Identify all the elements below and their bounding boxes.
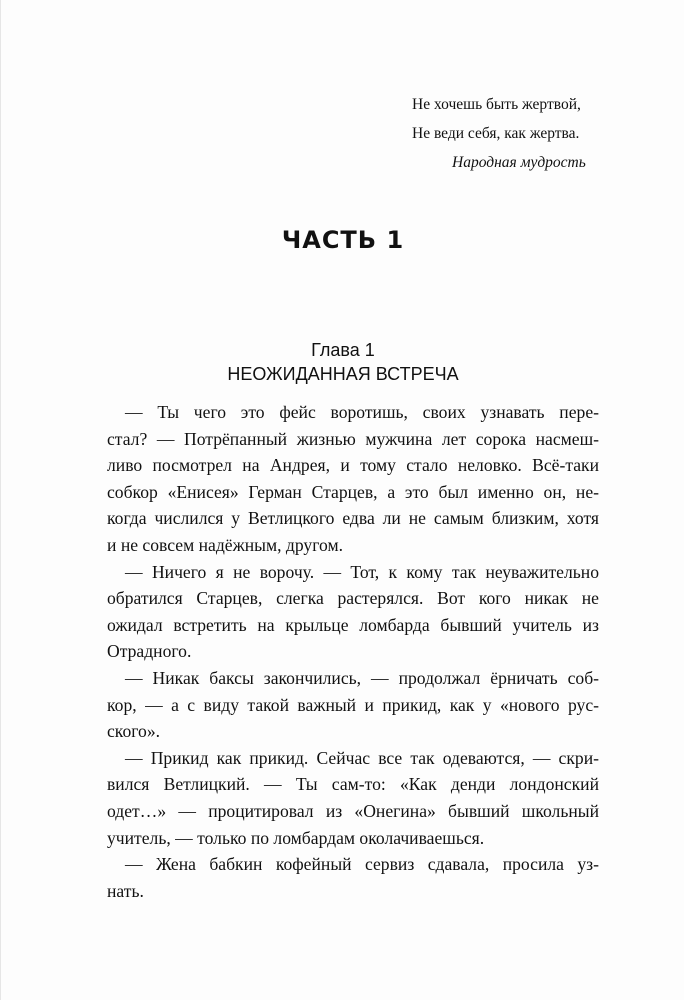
text-line: когда числился у Ветлицкого едва ли не самым близким, хотя — [107, 508, 599, 529]
text-line: — Ты чего это фейс воротишь, своих узнавать пере- — [125, 402, 599, 422]
chapter-title: НЕОЖИДАННАЯ ВСТРЕЧА — [227, 364, 459, 384]
text-line: — Ничего я не ворочу. — Тот, к кому так неуважительно — [125, 561, 599, 582]
text-line: нать. — [107, 880, 144, 901]
text-line: — Никак баксы закончились, — продолжал ёрничать соб- — [125, 667, 599, 688]
text-line: стал? — Потрёпанный жизнью мужчина лет сорока насмеш- — [107, 428, 599, 449]
text-line: — Жена бабкин кофейный сервиз сдавала, просила уз- — [125, 854, 599, 875]
text-line: учитель, — только по ломбардам околачиваешься. — [107, 827, 485, 848]
text-line: вился Ветлицкий. — Ты сам-то: «Как денди лондонский — [107, 774, 599, 795]
body-text — [107, 399, 599, 904]
text-line: кор, — а с виду такой важный и прикид, как у «нового рус- — [107, 694, 599, 715]
text-line: ожидал встретить на крыльце ломбарда бывший учитель из — [107, 614, 599, 635]
epigraph-author: Народная мудрость — [452, 154, 586, 171]
epigraph-line: Не хочешь быть жертвой, — [412, 96, 581, 113]
text-line: Отрадного. — [107, 641, 192, 662]
text-line: ливо посмотрел на Андрея, и тому стало неловко. Всё-таки — [107, 455, 599, 476]
part-title: ЧАСТЬ 1 — [281, 226, 405, 254]
text-line: ского». — [107, 721, 161, 742]
text-line: и не совсем надёжным, другом. — [107, 534, 344, 555]
epigraph — [412, 90, 586, 177]
text-line: одет…» — процитировал из «Онегина» бывший школьный — [107, 800, 599, 821]
chapter-number: Глава 1 — [311, 340, 375, 360]
epigraph-line: Не веди себя, как жертва. — [412, 125, 580, 142]
text-line: — Прикид как прикид. Сейчас все так одеваются, — скри- — [125, 747, 599, 768]
text-line: обратился Старцев, слегка растерялся. Вот кого никак не — [107, 588, 599, 609]
text-line: собкор «Енисея» Герман Старцев, а это был именно он, не- — [107, 481, 599, 502]
